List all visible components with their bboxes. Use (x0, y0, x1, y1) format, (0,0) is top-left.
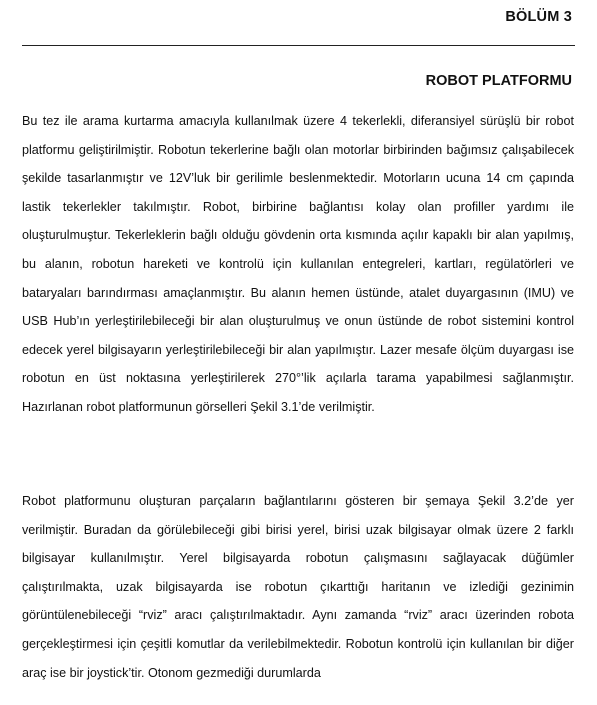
chapter-label: BÖLÜM 3 (505, 9, 572, 25)
paragraph-1: Bu tez ile arama kurtarma amacıyla kullanılmak üzere 4 tekerlekli, diferansiyel sürüşlü bir robot platformu geliştirilmiştir. Robotun tekerlerine bağlı olan motorlar birbirinden bağımsız çalışabilecek şekilde tasarlanmıştır ve 12V’luk bir gerilimle beslenmektedir. Motorların ucuna 14 cm çapında lastik tekerlekler takılmıştır. Robot, birbirine bağlantısı kolay olan profiller yardımı ile oluşturulmuştur. Tekerleklerin bağlı olduğu gövdenin orta kısmında açılır kapaklı bir alan yapılmış, bu alanın, robotun hareketi ve kontrolü için kullanılan entegreleri, kartları, regülatörleri ve bataryaları barındırması amaçlanmıştır. Bu alanın hemen üstünde, atalet duyargasının (IMU) ve USB Hub’ın yerleştirilebileceği bir alan oluşturulmuş ve onun üstünde de robot sistemini kontrol edecek yerel bilgisayarın yerleştirilebileceği bir alan yapılmıştır. Lazer mesafe ölçüm duyargası ise robotun en üst noktasına yerleştirilerek 270°’lik açılarla tarama yapabilmesi sağlanmıştır. Hazırlanan robot platformunun görselleri Şekil 3.1’de verilmiştir. (22, 114, 574, 414)
header-rule (22, 45, 575, 46)
paragraph-2: Robot platformunu oluşturan parçaların bağlantılarını gösteren bir şemaya Şekil 3.2’de yer verilmiştir. Buradan da görülebileceği gibi birisi yerel, birisi uzak bilgisayar olmak üzere 2 farklı bilgisayar kullanılmıştır. Yerel bilgisayarda robotun çalışmasını sağlayacak düğümler çalıştırılmakta, uzak bilgisayarda ise robotun çıkarttığı haritanın ve izlediği gezinimin görüntülenebileceği “rviz” aracı çalıştırılmaktadır. Aynı zamanda “rviz” aracı üzerinden robota gerçekleştirmesi için çeşitli komutlar da verilebilmektedir. Robotun kontrolü için kullanılan bir diğer araç ise bir joystick’tir. Otonom gezmediği durumlarda (22, 494, 574, 680)
chapter-title: ROBOT PLATFORMU (425, 73, 572, 89)
